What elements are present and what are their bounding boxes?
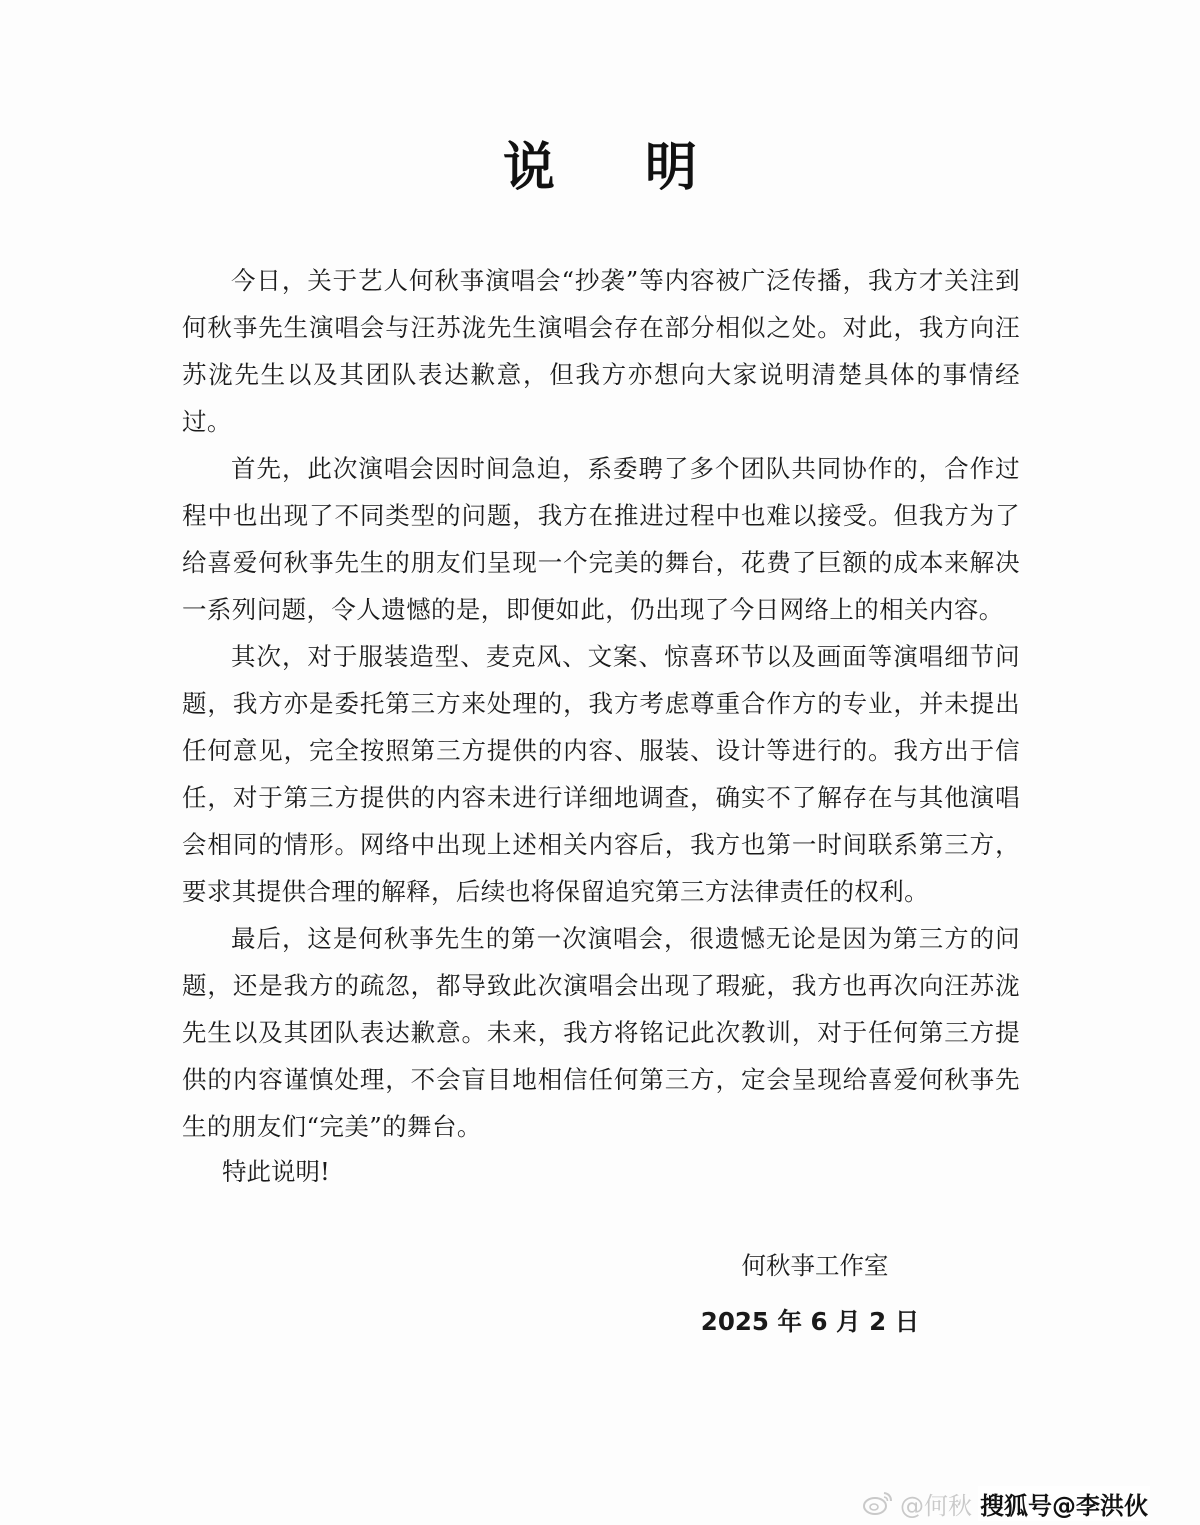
signature-studio: 何秋亊工作室: [741, 1251, 889, 1280]
closing-line: 特此说明!: [222, 1157, 330, 1186]
watermark-faint-text: @何秋: [900, 1491, 972, 1520]
paragraph-2: 首先，此次演唱会因时间急迫，系委聘了多个团队共同协作的，合作过程中也出现了不同类型的问题，我方在推进过程中也难以接受。但我方为了给喜爱何秋亊先生的朋友们呈现一个完美的舞台，花费了巨额的成本来解决一系列问题，令人遗憾的是，即便如此，仍出现了今日网络上的相关内容。: [182, 454, 1020, 624]
watermark: [862, 1486, 1150, 1520]
watermark-sohu-text: 搜狐号@李洪伙: [978, 1486, 1150, 1521]
document-title: 说 明: [502, 137, 734, 198]
paragraph-4: 最后，这是何秋亊先生的第一次演唱会，很遗憾无论是因为第三方的问题，还是我方的疏忽，都导致此次演唱会出现了瑕疵，我方也再次向汪苏泷先生以及其团队表达歉意。未来，我方将铭记此次教训，对于任何第三方提供的内容谨慎处理，不会盲目地相信任何第三方，定会呈现给喜爱何秋亊先生的朋友们“完美”的舞台。: [182, 924, 1020, 1141]
paragraph-3: 其次，对于服装造型、麦克风、文案、惊喜环节以及画面等演唱细节问题，我方亦是委托第三方来处理的，我方考虑尊重合作方的专业，并未提出任何意见，完全按照第三方提供的内容、服装、设计等进行的。我方出于信任，对于第三方提供的内容未进行详细地调查，确实不了解存在与其他演唱会相同的情形。网络中出现上述相关内容后，我方也第一时间联系第三方，要求其提供合理的解释，后续也将保留追究第三方法律责任的权利。: [182, 642, 1020, 906]
paragraph-1: 今日，关于艺人何秋亊演唱会“抄袭”等内容被广泛传播，我方才关注到何秋亊先生演唱会与汪苏泷先生演唱会存在部分相似之处。对此，我方向汪苏泷先生以及其团队表达歉意，但我方亦想向大家说明清楚具体的事情经过。: [182, 266, 1020, 436]
document-body: [182, 257, 1020, 1150]
document-date: 2025 年 6 月 2 日: [700, 1307, 920, 1336]
weibo-icon: [862, 1489, 894, 1517]
